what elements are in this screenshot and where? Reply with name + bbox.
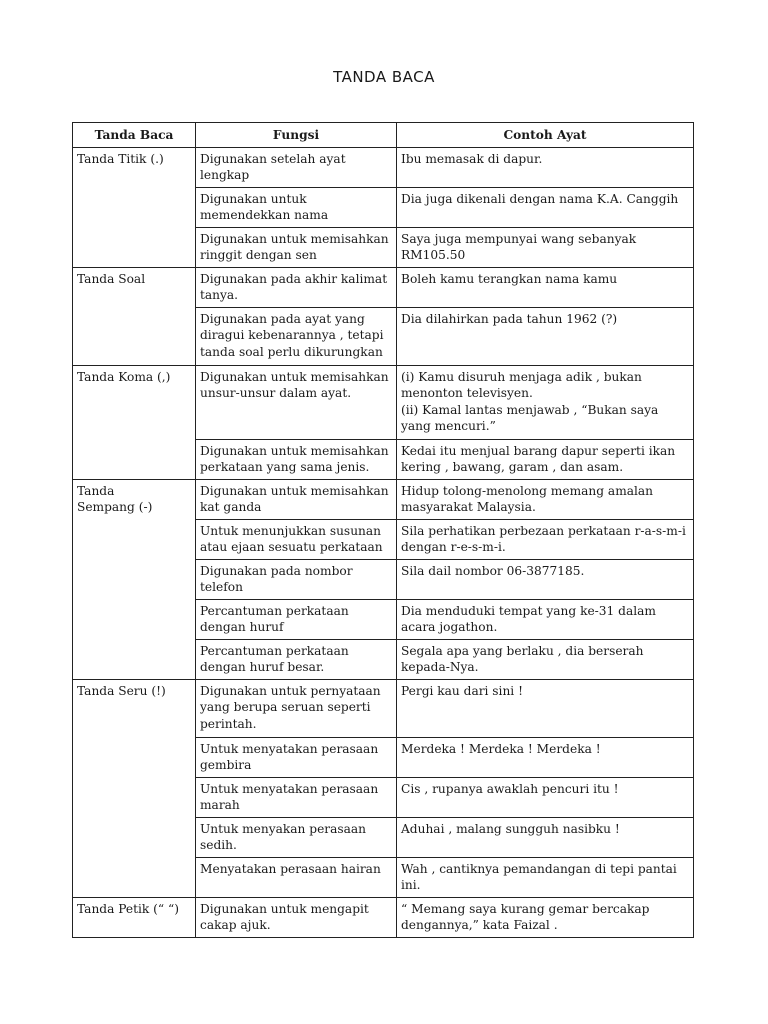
table-body <box>73 147 694 937</box>
tanda-baca-cell: Tanda Koma (,) <box>73 365 196 479</box>
table-row <box>73 897 694 937</box>
contoh-ayat-cell: Boleh kamu terangkan nama kamu <box>397 267 694 307</box>
contoh-ayat-cell: Sila perhatikan perbezaan perkataan r-a-s-m-i dengan r-e-s-m-i. <box>397 519 694 559</box>
table-row <box>73 365 694 439</box>
contoh-ayat-cell: Hidup tolong-menolong memang amalan masyarakat Malaysia. <box>397 479 694 519</box>
fungsi-cell: Untuk menunjukkan susunan atau ejaan sesuatu perkataan <box>196 519 397 559</box>
contoh-ayat-cell: Dia dilahirkan pada tahun 1962 (?) <box>397 307 694 365</box>
contoh-ayat-cell: Aduhai , malang sungguh nasibku ! <box>397 817 694 857</box>
table-header-row <box>73 123 694 148</box>
page-title: TANDA BACA <box>333 68 435 86</box>
contoh-ayat-cell: Merdeka ! Merdeka ! Merdeka ! <box>397 737 694 777</box>
fungsi-cell: Digunakan untuk memisahkan ringgit dengan sen <box>196 227 397 267</box>
contoh-ayat-cell: Saya juga mempunyai wang sebanyak RM105.50 <box>397 227 694 267</box>
fungsi-cell: Digunakan pada nombor telefon <box>196 559 397 599</box>
tanda-baca-cell: Tanda Soal <box>73 267 196 365</box>
fungsi-cell: Digunakan untuk memisahkan perkataan yang sama jenis. <box>196 439 397 479</box>
contoh-ayat-cell: Segala apa yang berlaku , dia berserah kepada-Nya. <box>397 639 694 679</box>
tanda-baca-cell: Tanda Petik (“ “) <box>73 897 196 937</box>
punctuation-table <box>72 122 694 938</box>
table-row <box>73 147 694 187</box>
fungsi-cell: Digunakan untuk memisahkan unsur-unsur dalam ayat. <box>196 365 397 439</box>
contoh-ayat-cell: Pergi kau dari sini ! <box>397 679 694 737</box>
contoh-ayat-cell: Kedai itu menjual barang dapur seperti ikan kering , bawang, garam , dan asam. <box>397 439 694 479</box>
tanda-baca-cell: Tanda Sempang (-) <box>73 479 196 679</box>
header-tanda-baca: Tanda Baca <box>73 123 196 148</box>
fungsi-cell: Menyatakan perasaan hairan <box>196 857 397 897</box>
fungsi-cell: Untuk menyakan perasaan sedih. <box>196 817 397 857</box>
contoh-ayat-cell: “ Memang saya kurang gemar bercakap dengannya,” kata Faizal . <box>397 897 694 937</box>
fungsi-cell: Percantuman perkataan dengan huruf <box>196 599 397 639</box>
contoh-ayat-cell: Ibu memasak di dapur. <box>397 147 694 187</box>
header-contoh-ayat: Contoh Ayat <box>397 123 694 148</box>
fungsi-cell: Digunakan setelah ayat lengkap <box>196 147 397 187</box>
fungsi-cell: Digunakan untuk pernyataan yang berupa seruan seperti perintah. <box>196 679 397 737</box>
contoh-ayat-cell: Dia menduduki tempat yang ke-31 dalam acara jogathon. <box>397 599 694 639</box>
contoh-ayat-cell: Dia juga dikenali dengan nama K.A. Canggih <box>397 187 694 227</box>
tanda-baca-cell: Tanda Seru (!) <box>73 679 196 897</box>
fungsi-cell: Digunakan untuk mengapit cakap ajuk. <box>196 897 397 937</box>
fungsi-cell: Digunakan pada ayat yang diragui kebenarannya , tetapi tanda soal perlu dikurungkan <box>196 307 397 365</box>
table-row <box>73 267 694 307</box>
fungsi-cell: Untuk menyatakan perasaan marah <box>196 777 397 817</box>
contoh-ayat-cell: Sila dail nombor 06-3877185. <box>397 559 694 599</box>
contoh-ayat-cell: (i) Kamu disuruh menjaga adik , bukan menonton televisyen. (ii) Kamal lantas menjawab , “Bukan saya yang mencuri.” <box>397 365 694 439</box>
fungsi-cell: Percantuman perkataan dengan huruf besar. <box>196 639 397 679</box>
tanda-baca-cell: Tanda Titik (.) <box>73 147 196 267</box>
header-fungsi: Fungsi <box>196 123 397 148</box>
table-row <box>73 679 694 737</box>
fungsi-cell: Untuk menyatakan perasaan gembira <box>196 737 397 777</box>
fungsi-cell: Digunakan pada akhir kalimat tanya. <box>196 267 397 307</box>
fungsi-cell: Digunakan untuk memisahkan kat ganda <box>196 479 397 519</box>
table-row <box>73 479 694 519</box>
contoh-ayat-cell: Wah , cantiknya pemandangan di tepi pantai ini. <box>397 857 694 897</box>
contoh-ayat-cell: Cis , rupanya awaklah pencuri itu ! <box>397 777 694 817</box>
fungsi-cell: Digunakan untuk memendekkan nama <box>196 187 397 227</box>
